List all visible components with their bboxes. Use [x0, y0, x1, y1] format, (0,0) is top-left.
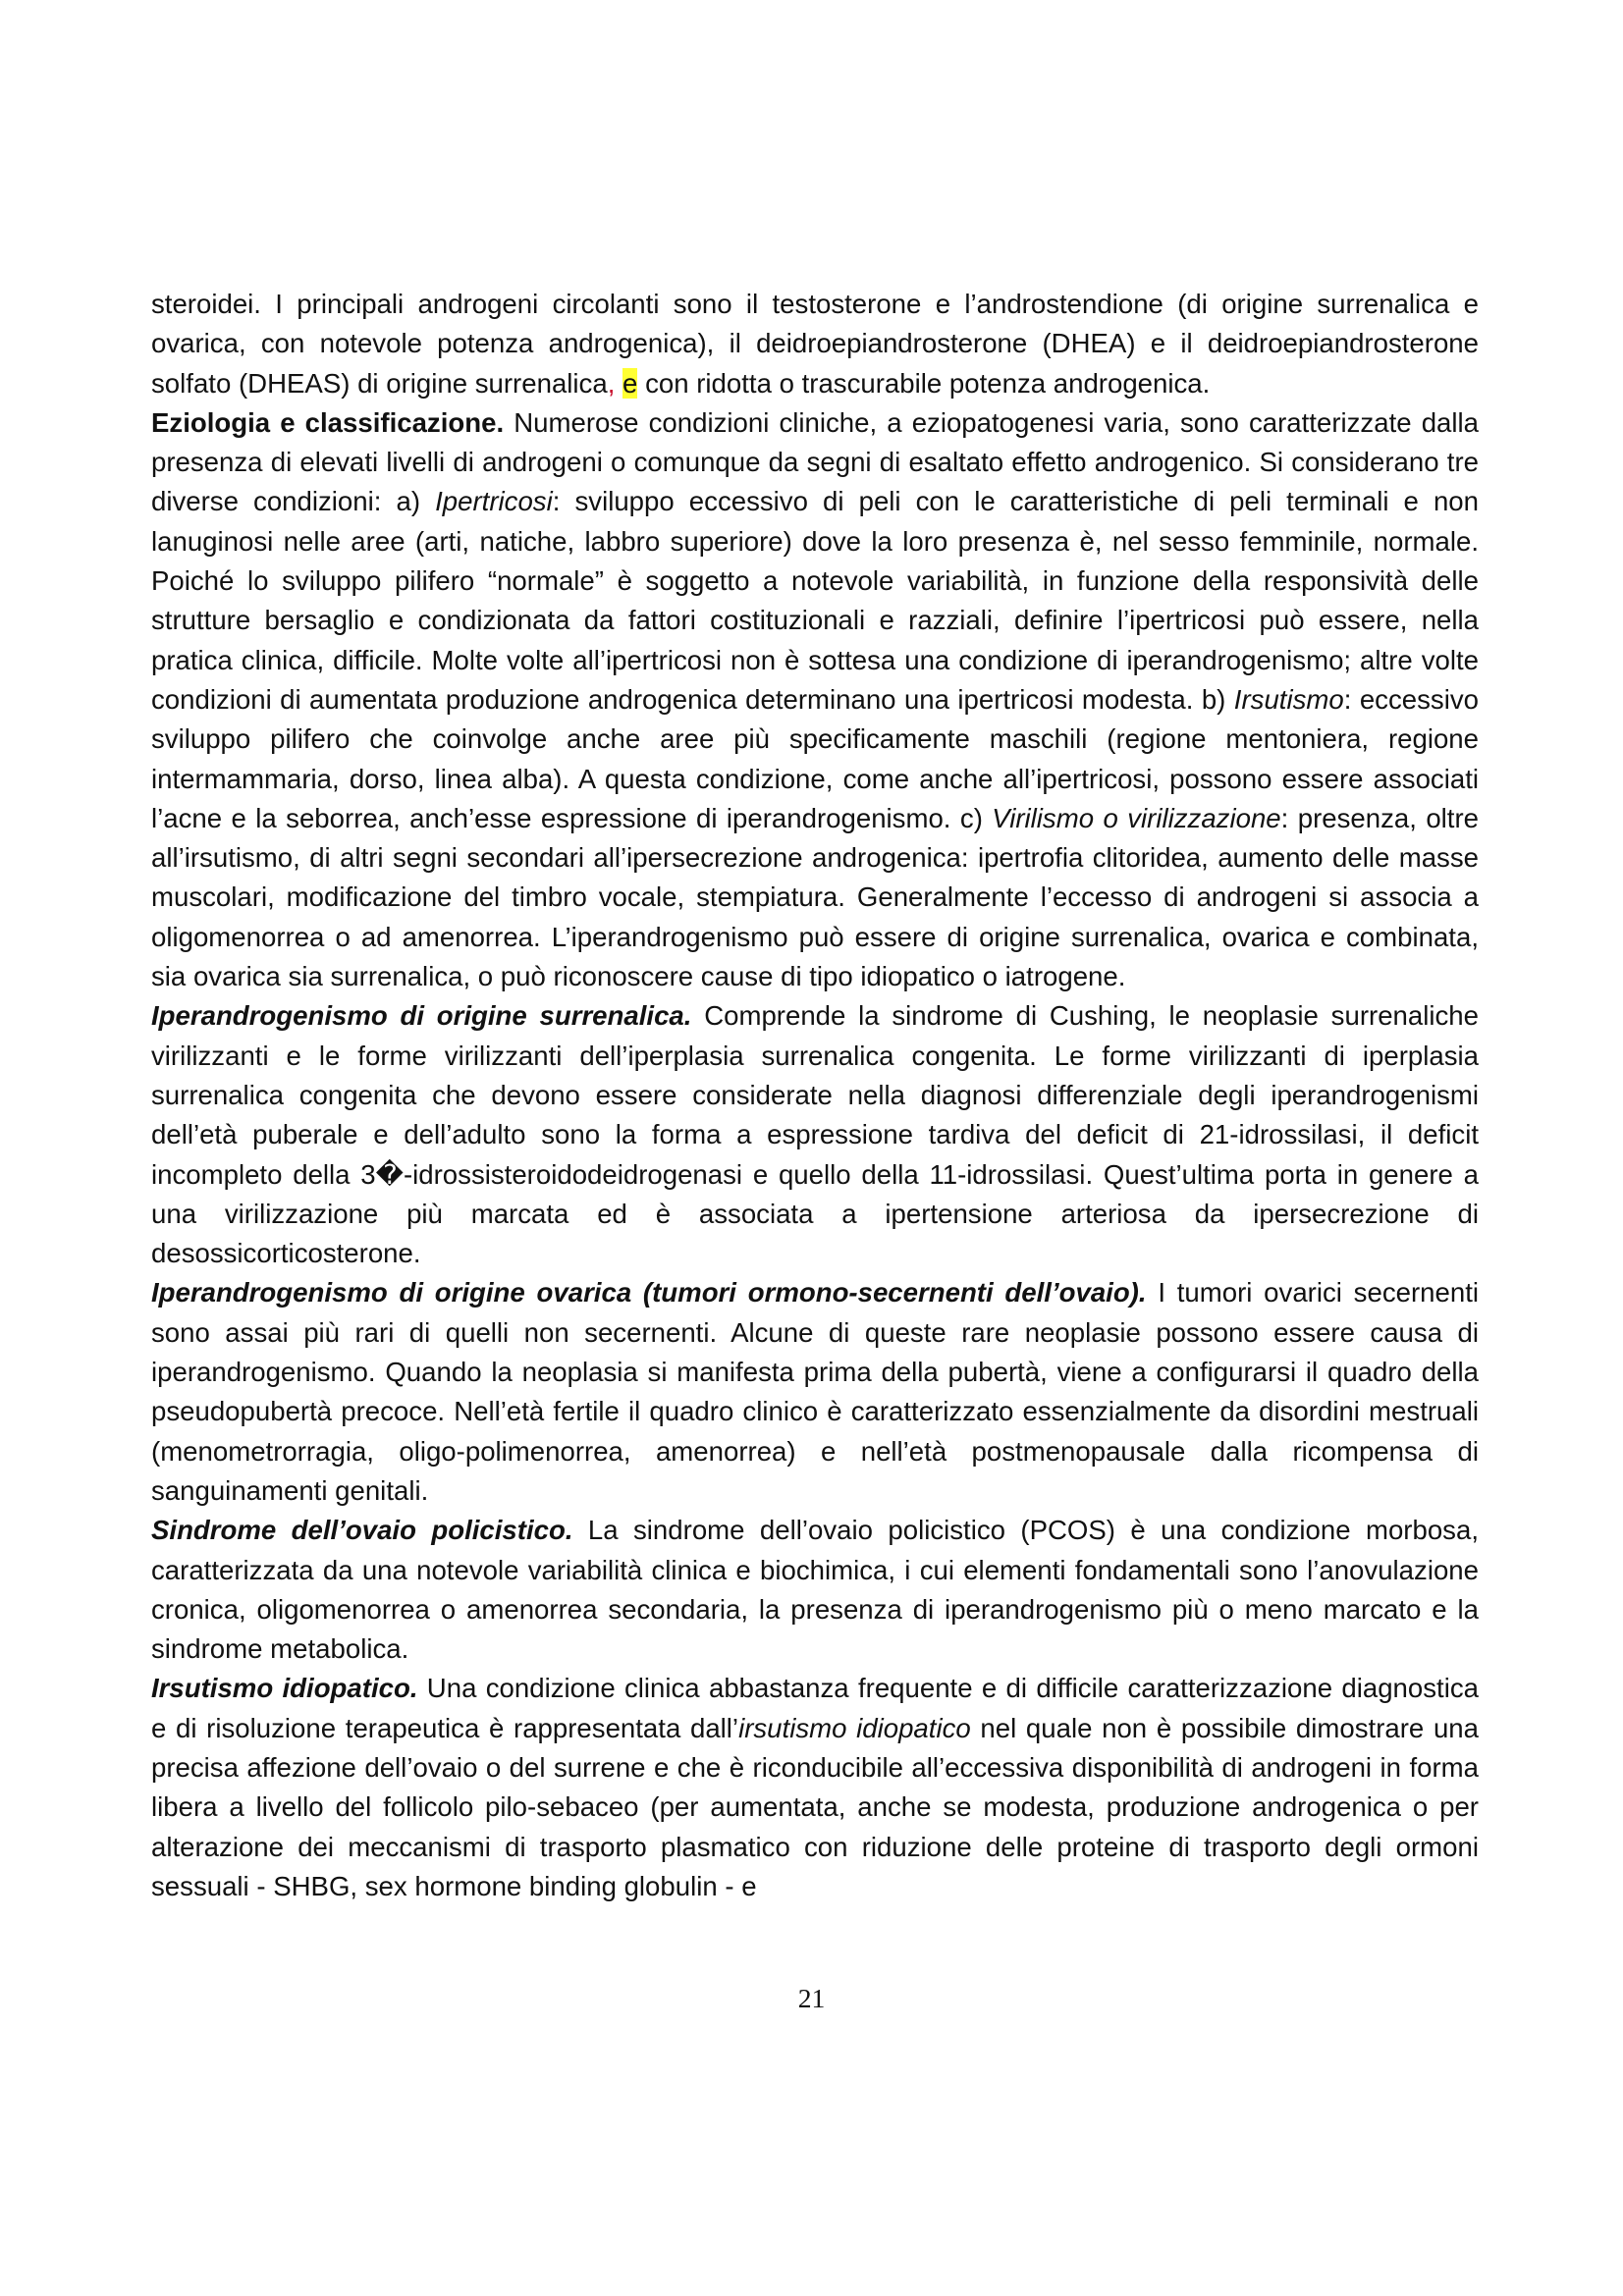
body-text — [151, 285, 1479, 1906]
italic-term: Virilismo o virilizzazione — [992, 802, 1281, 833]
section-heading: Irsutismo idiopatico. — [151, 1673, 418, 1704]
section-heading: Sindrome dell’ovaio policistico. — [151, 1515, 573, 1546]
text-run: nel quale non è possibile dimostrare una precisa affezione dell’ovaio o del surrene e che è riconducibile all’eccessiva disponibilità di androgeni in forma libera a livello del follicolo pilo-sebaceo (per aumentata, anche se modesta, produzione androgenica o per alterazione dei meccanismi di trasporto plasmatico con riduzione delle proteine di trasporto degli ormoni sessuali - SHBG, sex hormone binding globulin - e — [151, 1712, 1479, 1901]
text-run: Una condizione clinica abbastanza frequente e di difficile caratterizzazione diagnostica e di risoluzione terapeutica è rappresentata dall’ — [151, 1673, 1479, 1743]
text-run: steroidei. I principali androgeni circolanti sono il testosterone e l’androstendione (di origine surrenalica e ovarica, con notevole potenza androgenica), il deidroepiandrosterone (DHEA) e il deidroepiandrosterone solfato (DHEAS) di origine surrenalica — [151, 289, 1479, 399]
section-heading: Eziologia e classificazione. — [151, 406, 505, 438]
red-mark: , — [607, 367, 616, 399]
section-heading: Iperandrogenismo di origine surrenalica. — [151, 1000, 692, 1032]
italic-term: Ipertricosi — [435, 486, 553, 517]
italic-term: Irsutismo — [1233, 683, 1344, 715]
text-run: : sviluppo eccessivo di peli con le caratteristiche di peli terminali e non lanuginosi nelle aree (arti, natiche, labbro superiore) dove la loro presenza è, nel sesso femminile, normale. Poiché lo sviluppo pilifero “normale” è soggetto a notevole variabilità, in funzione della responsività delle strutture bersaglio e condizionata da fattori costituzionali e razziali, definire l’ipertricosi può essere, nella pratica clinica, difficile. Molte volte all’ipertricosi non è sottesa una condizione di iperandrogenismo; altre volte condizioni di aumentata produzione androgenica determinano una ipertricosi modesta. b) — [151, 486, 1479, 715]
text-run: Numerose condizioni cliniche, a eziopatogenesi varia, sono caratterizzate dalla presenza di elevati livelli di androgeni o comunque da segni di esaltato effetto androgenico. Si considerano tre diverse condizioni: a) — [151, 406, 1479, 517]
text-run: : presenza, oltre all’irsutismo, di altri segni secondari all’ipersecrezione androgenica: ipertrofia clitoridea, aumento delle masse muscolari, modificazione del timbro vocale, stempiatura. Generalmente l’eccesso di androgeni si associa a oligomenorrea o ad amenorrea. L’iperandrogenismo può essere di origine surrenalica, ovarica e combinata, sia ovarica sia surrenalica, o può riconoscere cause di tipo idiopatico o iatrogene. — [151, 802, 1479, 992]
paragraph — [151, 285, 1479, 403]
text-run: con ridotta o trascurabile potenza androgenica. — [637, 367, 1211, 399]
italic-term: irsutismo idiopatico — [738, 1712, 971, 1743]
text-run: Comprende la sindrome di Cushing, le neoplasie surrenaliche virilizzanti e le forme virilizzanti dell’iperplasia surrenalica congenita. Le forme virilizzanti di iperplasia surrenalica congenita che devono essere considerate nella diagnosi differenziale degli iperandrogenismi dell’età puberale e dell’adulto sono la forma a espressione tardiva del deficit di 21-idrossilasi, il deficit incompleto della 3�-idrossisteroidodeidrogenasi e quello della 11-idrossilasi. Quest’ultima porta in genere a una virilizzazione più marcata ed è associata a ipertensione arteriosa da ipersecrezione di desossicorticosterone. — [151, 1000, 1479, 1269]
text-run — [615, 368, 622, 399]
paragraph — [151, 1669, 1479, 1906]
paragraph — [151, 1273, 1479, 1511]
paragraph — [151, 403, 1479, 996]
highlighted-text: e — [622, 367, 638, 399]
text-run: I tumori ovarici secernenti sono assai più rari di quelli non secernenti. Alcune di queste rare neoplasie possono essere causa di iperandrogenismo. Quando la neoplasia si manifesta prima della pubertà, viene a configurarsi il quadro della pseudopubertà precoce. Nell’età fertile il quadro clinico è caratterizzato essenzialmente da disordini mestruali (menometrorragia, oligo-polimenorrea, amenorrea) e nell’età postmenopausale dalla ricompensa di sanguinamenti genitali. — [151, 1277, 1479, 1506]
text-run: : eccessivo sviluppo pilifero che coinvolge anche aree più specificamente maschili (regione mentoniera, regione intermammaria, dorso, linea alba). A questa condizione, come anche all’ipertricosi, possono essere associati l’acne e la seborrea, anch’esse espressione di iperandrogenismo. c) — [151, 683, 1479, 833]
paragraph — [151, 996, 1479, 1273]
section-heading: Iperandrogenismo di origine ovarica (tumori ormono-secernenti dell’ovaio). — [151, 1277, 1147, 1308]
page-number: 21 — [797, 1983, 826, 2013]
text-run: La sindrome dell’ovaio policistico (PCOS) è una condizione morbosa, caratterizzata da una notevole variabilità clinica e biochimica, i cui elementi fondamentali sono l’anovulazione cronica, oligomenorrea o amenorrea secondaria, la presenza di iperandrogenismo più o meno marcato e la sindrome metabolica. — [151, 1515, 1479, 1665]
paragraph — [151, 1511, 1479, 1669]
